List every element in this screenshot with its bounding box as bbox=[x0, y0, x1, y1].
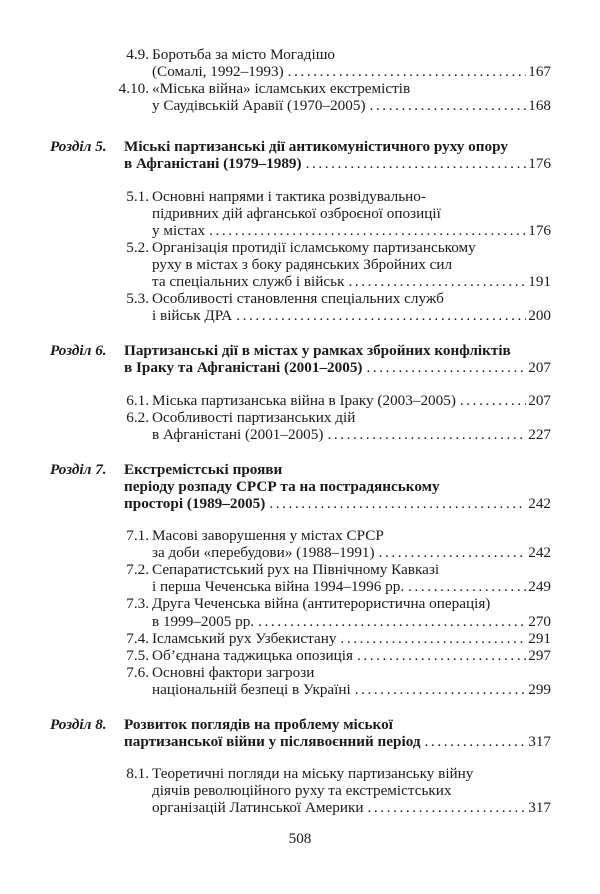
table-of-contents bbox=[0, 46, 600, 816]
toc-chapter-entry bbox=[0, 461, 600, 512]
toc-line bbox=[0, 527, 600, 544]
section-title: в Афганістані (2001–2005) bbox=[152, 425, 324, 443]
page-reference: 317 bbox=[528, 733, 551, 751]
section-title: Організація протидії ісламському партизанському bbox=[152, 238, 476, 256]
toc-section-entry bbox=[0, 647, 600, 664]
toc-line bbox=[0, 80, 600, 97]
section-number: 5.1. bbox=[126, 187, 149, 205]
section-title: Теоретичні погляди на міську партизанську війну bbox=[152, 765, 474, 783]
toc-line bbox=[0, 290, 600, 307]
toc-line bbox=[0, 544, 600, 561]
toc-section-entry bbox=[0, 561, 600, 595]
page-reference: 227 bbox=[528, 425, 551, 443]
dot-leader bbox=[327, 426, 526, 443]
chapter-title: Розвиток поглядів на проблему міської bbox=[124, 716, 393, 733]
toc-line bbox=[0, 782, 600, 799]
section-title: та спеціальних служб і військ bbox=[152, 273, 345, 291]
section-number: 8.1. bbox=[126, 765, 149, 783]
section-title: Ісламський рух Узбекистану bbox=[152, 629, 337, 647]
chapter-label: Розділ 7. bbox=[50, 460, 107, 478]
section-title: Боротьба за місто Могадішо bbox=[152, 46, 335, 63]
dot-leader bbox=[425, 733, 527, 750]
toc-line bbox=[0, 359, 600, 376]
toc-section-entry bbox=[0, 527, 600, 561]
section-number: 6.2. bbox=[126, 408, 149, 426]
dot-leader bbox=[340, 630, 526, 647]
section-title: підривних дій афганської озброєної опозиції bbox=[152, 204, 441, 222]
section-title: (Сомалі, 1992–1993) bbox=[152, 63, 284, 81]
section-title: Об’єднана таджицька опозиція bbox=[152, 646, 353, 664]
chapter-title: просторі (1989–2005) bbox=[124, 494, 266, 512]
page-reference: 299 bbox=[528, 680, 551, 698]
section-number: 7.6. bbox=[126, 663, 149, 681]
page-reference: 317 bbox=[528, 799, 551, 817]
toc-section-entry bbox=[0, 80, 600, 114]
section-number: 7.2. bbox=[126, 561, 149, 579]
chapter-label: Розділ 8. bbox=[50, 716, 107, 733]
section-title: руху в містах з боку радянських Збройних сил bbox=[152, 255, 453, 273]
toc-section-entry bbox=[0, 409, 600, 443]
toc-line bbox=[0, 478, 600, 495]
toc-line bbox=[0, 647, 600, 664]
toc-section-entry bbox=[0, 392, 600, 409]
toc-section-entry bbox=[0, 46, 600, 80]
section-title: у Саудівській Аравії (1970–2005) bbox=[152, 97, 366, 115]
toc-line bbox=[0, 716, 600, 733]
chapter-title: партизанської війни у післявоєнний період bbox=[124, 733, 421, 751]
toc-line bbox=[0, 342, 600, 359]
chapter-title: періоду розпаду СРСР та на пострадянському bbox=[124, 477, 440, 495]
dot-leader bbox=[366, 359, 526, 376]
page-reference: 168 bbox=[528, 97, 551, 115]
section-title: в 1999–2005 рр. bbox=[152, 612, 255, 630]
page-reference: 200 bbox=[528, 307, 551, 325]
toc-line bbox=[0, 799, 600, 816]
dot-leader bbox=[269, 495, 526, 512]
dot-leader bbox=[379, 544, 527, 561]
toc-line bbox=[0, 256, 600, 273]
toc-line bbox=[0, 613, 600, 630]
toc-section-entry bbox=[0, 239, 600, 290]
section-number: 7.4. bbox=[126, 629, 149, 647]
page-reference: 207 bbox=[528, 359, 551, 377]
section-title: Особливості становлення спеціальних служб bbox=[152, 290, 444, 308]
section-title: і перша Чеченська війна 1994–1996 рр. bbox=[152, 578, 405, 596]
toc-section-entry bbox=[0, 595, 600, 629]
section-number: 5.3. bbox=[126, 290, 149, 308]
section-title: Друга Чеченська війна (антитерористична операція) bbox=[152, 595, 491, 613]
section-number: 5.2. bbox=[126, 238, 149, 256]
toc-section-entry bbox=[0, 630, 600, 647]
toc-line bbox=[0, 461, 600, 478]
chapter-title: Міські партизанські дії антикомуністичного руху опору bbox=[124, 138, 508, 156]
toc-line bbox=[0, 733, 600, 750]
section-title: у містах bbox=[152, 221, 206, 239]
page-reference: 207 bbox=[528, 391, 551, 409]
toc-line bbox=[0, 205, 600, 222]
toc-line bbox=[0, 578, 600, 595]
section-title: і військ ДРА bbox=[152, 307, 233, 325]
section-number: 4.9. bbox=[126, 46, 149, 63]
section-title: національній безпеці в Україні bbox=[152, 680, 351, 698]
section-title: організацій Латинської Америки bbox=[152, 799, 364, 817]
toc-line bbox=[0, 595, 600, 612]
dot-leader bbox=[306, 155, 527, 172]
toc-line bbox=[0, 222, 600, 239]
page-reference: 242 bbox=[528, 544, 551, 562]
dot-leader bbox=[258, 613, 526, 630]
toc-chapter-entry bbox=[0, 716, 600, 750]
dot-leader bbox=[460, 392, 526, 409]
dot-leader bbox=[368, 799, 527, 816]
section-number: 6.1. bbox=[126, 391, 149, 409]
toc-section-entry bbox=[0, 188, 600, 239]
section-title: Масові заворушення у містах СРСР bbox=[152, 527, 384, 545]
toc-line bbox=[0, 97, 600, 114]
page-reference: 191 bbox=[528, 273, 551, 291]
toc-line bbox=[0, 681, 600, 698]
chapter-label: Розділ 6. bbox=[50, 342, 107, 360]
page-reference: 167 bbox=[528, 63, 551, 81]
toc-chapter-entry bbox=[0, 138, 600, 172]
toc-line bbox=[0, 392, 600, 409]
dot-leader bbox=[408, 578, 526, 595]
section-title: діячів революційного руху та екстремістських bbox=[152, 782, 452, 800]
chapter-title: Екстремістські прояви bbox=[124, 460, 283, 478]
toc-section-entry bbox=[0, 664, 600, 698]
toc-section-entry bbox=[0, 765, 600, 816]
toc-line bbox=[0, 138, 600, 155]
section-title: Сепаратистський рух на Північному Кавказі bbox=[152, 561, 440, 579]
chapter-title: в Іраку та Афганістані (2001–2005) bbox=[124, 359, 363, 377]
toc-line bbox=[0, 630, 600, 647]
section-number: 4.10. bbox=[118, 80, 149, 98]
toc-line bbox=[0, 561, 600, 578]
chapter-label: Розділ 5. bbox=[50, 138, 107, 156]
page-reference: 249 bbox=[528, 578, 551, 596]
toc-line bbox=[0, 409, 600, 426]
toc-line bbox=[0, 426, 600, 443]
dot-leader bbox=[288, 63, 527, 80]
dot-leader bbox=[355, 681, 526, 698]
toc-line bbox=[0, 664, 600, 681]
dot-leader bbox=[370, 97, 527, 114]
section-title: Основні фактори загрози bbox=[152, 663, 315, 681]
dot-leader bbox=[357, 647, 526, 664]
page-reference: 291 bbox=[528, 629, 551, 647]
chapter-title: в Афганістані (1979–1989) bbox=[124, 155, 302, 173]
toc-line bbox=[0, 239, 600, 256]
dot-leader bbox=[236, 307, 526, 324]
page-reference: 242 bbox=[528, 494, 551, 512]
page-reference: 176 bbox=[528, 221, 551, 239]
section-number: 7.1. bbox=[126, 527, 149, 545]
dot-leader bbox=[348, 273, 526, 290]
section-title: Особливості партизанських дій bbox=[152, 408, 356, 426]
toc-line bbox=[0, 155, 600, 172]
dot-leader bbox=[209, 222, 526, 239]
toc-line bbox=[0, 307, 600, 324]
chapter-title: Партизанські дії в містах у рамках збройних конфліктів bbox=[124, 342, 511, 360]
toc-line bbox=[0, 765, 600, 782]
toc-line bbox=[0, 46, 600, 63]
section-number: 7.3. bbox=[126, 595, 149, 613]
toc-chapter-entry bbox=[0, 342, 600, 376]
section-title: Основні напрями і тактика розвідувально- bbox=[152, 187, 426, 205]
toc-line bbox=[0, 188, 600, 205]
section-title: Міська партизанська війна в Іраку (2003–2005) bbox=[152, 391, 456, 409]
section-title: за доби «перебудови» (1988–1991) bbox=[152, 544, 375, 562]
page-reference: 297 bbox=[528, 646, 551, 664]
page-number: 508 bbox=[288, 830, 312, 847]
toc-line bbox=[0, 273, 600, 290]
section-number: 7.5. bbox=[126, 646, 149, 664]
toc-line bbox=[0, 63, 600, 80]
page-reference: 176 bbox=[528, 155, 551, 173]
toc-line bbox=[0, 495, 600, 512]
page-reference: 270 bbox=[528, 612, 551, 630]
toc-section-entry bbox=[0, 290, 600, 324]
section-title: «Міська війна» ісламських екстремістів bbox=[152, 80, 411, 98]
